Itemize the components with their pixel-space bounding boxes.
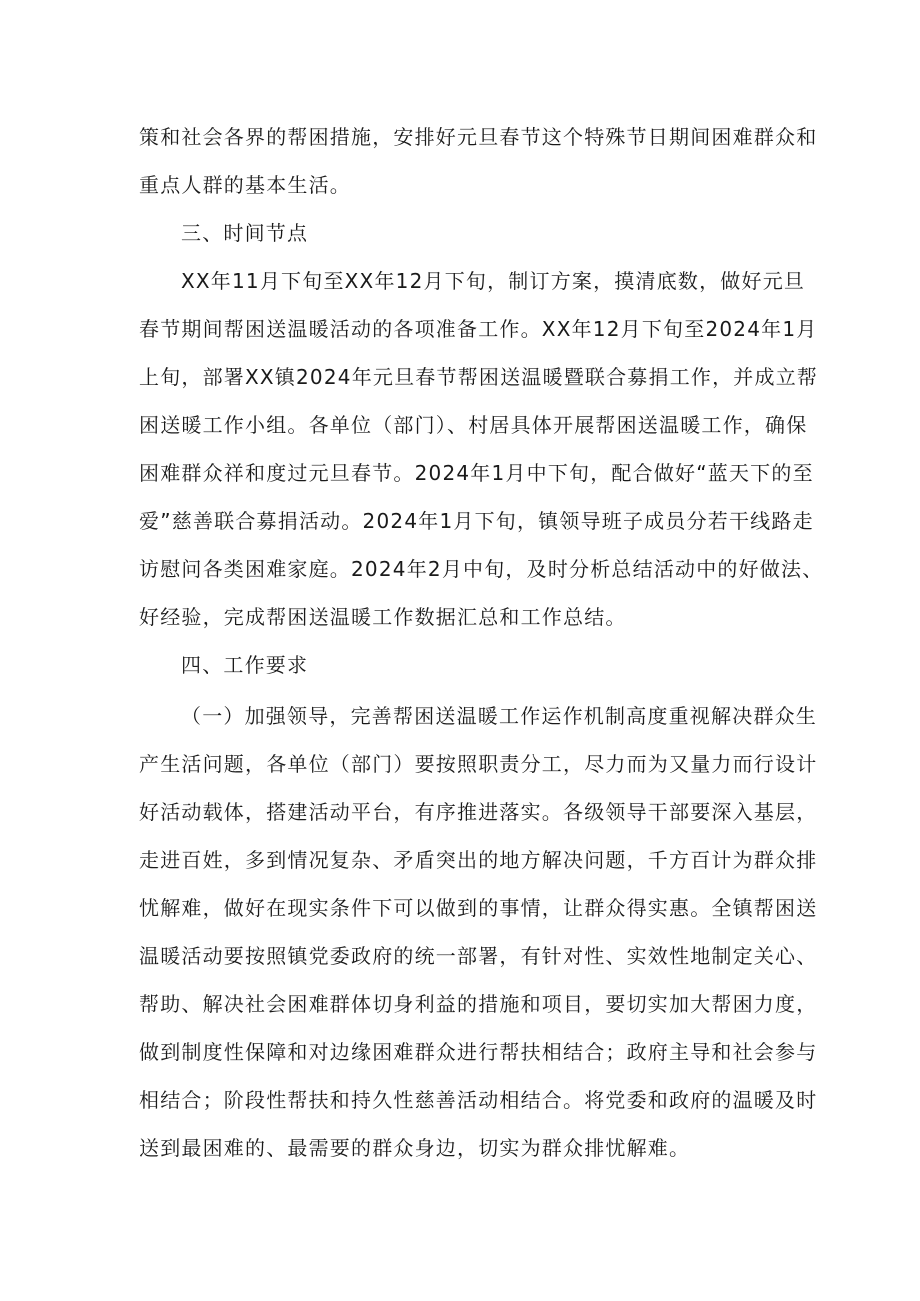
body-text-line: 春节期间帮困送温暖活动的各项准备工作。XX年12月下旬至2024年1月 (139, 317, 818, 341)
body-text-line: （一）加强领导，完善帮困送温暖工作运作机制高度重视解决群众生 (181, 704, 817, 728)
section-heading-time-nodes: 三、时间节点 (181, 221, 309, 245)
body-text-line: 访慰问各类困难家庭。2024年2月中旬，及时分析总结活动中的好做法、 (139, 557, 824, 581)
body-text-line: 困送暖工作小组。各单位（部门）、村居具体开展帮困送温暖工作，确保 (139, 413, 808, 437)
body-text-line: XX年11月下旬至XX年12月下旬，制订方案，摸清底数，做好元旦 (181, 269, 806, 293)
body-text-line: 忧解难，做好在现实条件下可以做到的事情，让群众得实惠。全镇帮困送 (139, 896, 818, 920)
body-text-line: 做到制度性保障和对边缘困难群众进行帮扶相结合；政府主导和社会参与 (139, 1040, 818, 1064)
body-text-line: 重点人群的基本生活。 (139, 173, 351, 197)
body-text-line: 困难群众祥和度过元旦春节。2024年1月中下旬，配合做好“蓝天下的至 (139, 461, 814, 485)
body-text-line: 爱”慈善联合募捐活动。2024年1月下旬，镇领导班子成员分若干线路走 (139, 509, 814, 533)
body-text-line: 上旬，部署XX镇2024年元旦春节帮困送温暖暨联合募捐工作，并成立帮 (139, 365, 819, 389)
body-text-line: 相结合；阶段性帮扶和持久性慈善活动相结合。将党委和政府的温暖及时 (139, 1088, 818, 1112)
section-heading-work-requirements: 四、工作要求 (181, 653, 309, 677)
body-text-line: 走进百姓，多到情况复杂、矛盾突出的地方解决问题，千方百计为群众排 (139, 848, 818, 872)
body-text-line: 送到最困难的、最需要的群众身边，切实为群众排忧解难。 (139, 1136, 691, 1160)
body-text-line: 好经验，完成帮困送温暖工作数据汇总和工作总结。 (139, 605, 627, 629)
body-text-line: 温暖活动要按照镇党委政府的统一部署，有针对性、实效性地制定关心、 (139, 944, 818, 968)
body-text-line: 帮助、解决社会困难群体切身利益的措施和项目，要切实加大帮困力度， (139, 992, 818, 1016)
body-text-line: 好活动载体，搭建活动平台，有序推进落实。各级领导干部要深入基层， (139, 800, 818, 824)
body-text-line: 策和社会各界的帮困措施，安排好元旦春节这个特殊节日期间困难群众和 (139, 125, 818, 149)
body-text-line: 产生活问题，各单位（部门）要按照职责分工，尽力而为又量力而行设计 (139, 752, 818, 776)
